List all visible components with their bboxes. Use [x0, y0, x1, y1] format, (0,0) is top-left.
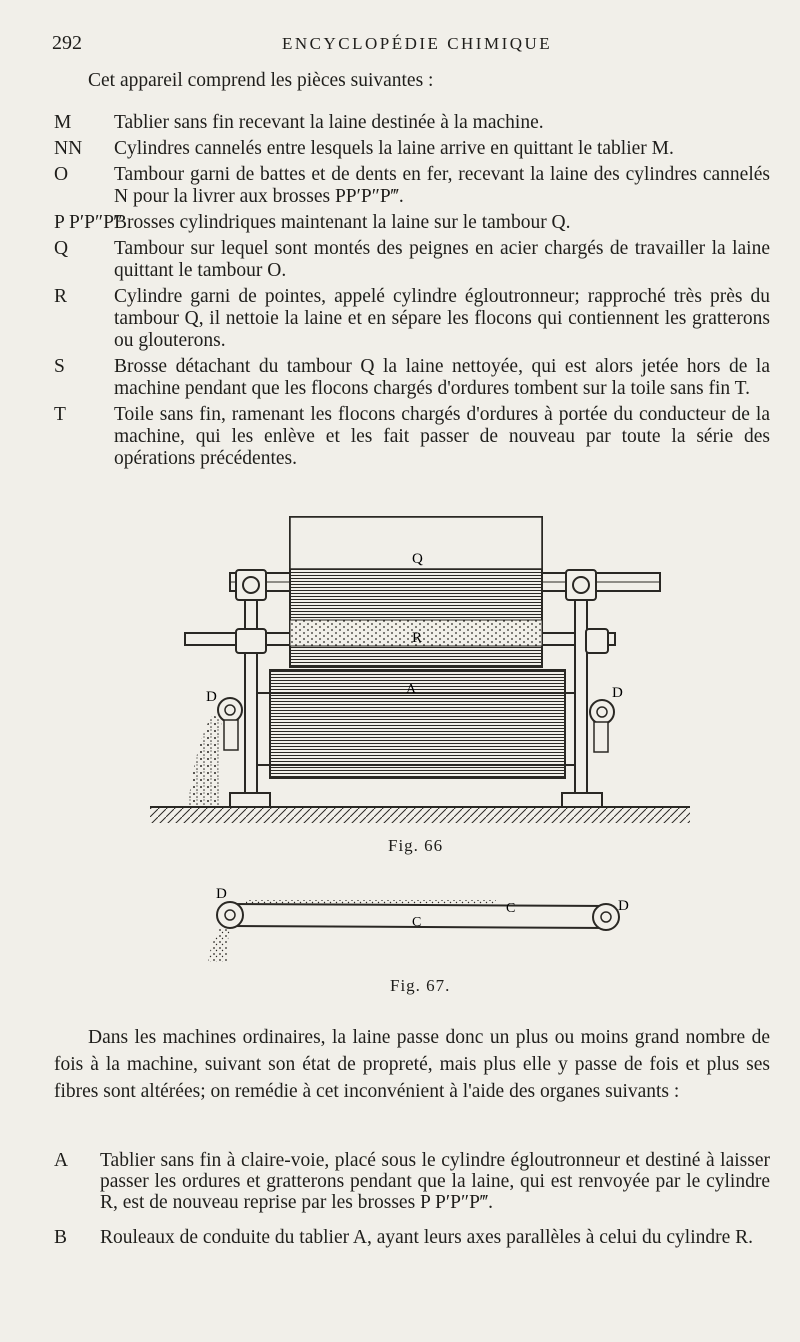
legend-text: Cylindres cannelés entre lesquels la laine arrive en quittant le tablier M.: [114, 138, 674, 159]
legend-text: Tambour garni de battes et de dents en fer, recevant la laine des cylindres cannelés N pour la livrer aux brosses PP′P″P‴.: [114, 164, 770, 207]
figure-66-caption: Fig. 66: [388, 836, 444, 855]
legend-text: Brosse détachant du tambour Q la laine nettoyée, qui est alors jetée hors de la machine pendant que les flocons chargés d'ordures tombent sur la toile sans fin T.: [114, 356, 770, 399]
legend-key: M: [54, 112, 72, 133]
label-d-left: D: [216, 886, 227, 902]
label-q: Q: [412, 551, 423, 567]
figure-66-machine-illustration: [150, 505, 690, 835]
legend-text: Tablier sans fin recevant la laine destinée à la machine.: [114, 112, 544, 133]
label-a: A: [406, 682, 417, 697]
legend-text: Cylindre garni de pointes, appelé cylindre égloutronneur; rapproché très près du tambour Q, il nettoie la laine et en sépare les flocons qui contiennent les gratterons ou glouterons.: [114, 286, 770, 351]
legend-key: NN: [54, 138, 83, 159]
label-d-right: D: [618, 898, 629, 914]
figure-67-belt-diagram: [200, 880, 640, 970]
legend-key: T: [54, 404, 66, 425]
page-number: 292: [52, 32, 82, 54]
figure-67-caption: Fig. 67.: [390, 976, 451, 995]
legend-item: [54, 286, 770, 352]
legend-item: [54, 404, 770, 470]
legend-item: [54, 356, 770, 400]
parts-legend: [54, 112, 770, 474]
legend-key: R: [54, 286, 68, 307]
legend-item: [54, 1150, 770, 1213]
legend-text: Toile sans fin, ramenant les flocons chargés d'ordures à portée du conducteur de la machine, qui les enlève et les fait passer de nouveau par toute la série des opérations précédentes.: [114, 404, 770, 469]
label-c-upper: C: [506, 901, 516, 916]
running-title: ENCYCLOPÉDIE CHIMIQUE: [282, 34, 553, 53]
legend-text: Rouleaux de conduite du tablier A, ayant leurs axes parallèles à celui du cylindre R.: [100, 1227, 754, 1248]
legend-key: Q: [54, 238, 69, 259]
legend-item: [54, 138, 770, 160]
legend-item: [54, 238, 770, 282]
legend-key: S: [54, 356, 65, 377]
legend-key: O: [54, 164, 69, 185]
label-d-left: D: [206, 689, 217, 705]
legend-item: [54, 212, 770, 234]
legend-text: Tablier sans fin à claire-voie, placé sous le cylindre égloutronneur et destiné à laisser passer les ordures et gratterons pendant que la laine, qui est renvoyée par le cylindre R, est de nouveau reprise par les brosses P P′P″P‴.: [100, 1150, 770, 1213]
legend-item: [54, 1227, 770, 1248]
legend-key: B: [54, 1227, 68, 1248]
legend-text: Brosses cylindriques maintenant la laine sur le tambour Q.: [114, 212, 571, 233]
body-paragraph: Dans les machines ordinaires, la laine passe donc un plus ou moins grand nombre de fois à la machine, suivant son état de propreté, mais plus elle y passe de fois et plus ses fibres sont altérées; on remédie à cet inconvénient à l'aide des organes suivants :: [54, 1027, 770, 1102]
legend-text: Tambour sur lequel sont montés des peignes en acier chargés de travailler la laine quittant le tambour O.: [114, 238, 770, 281]
intro-sentence: Cet appareil comprend les pièces suivantes :: [88, 70, 434, 91]
page-header: [52, 32, 770, 56]
label-d-right: D: [612, 685, 623, 701]
label-r: R: [412, 630, 423, 646]
label-c-lower: C: [412, 915, 422, 930]
legend-key: A: [54, 1150, 69, 1171]
legend-key: P P′P″P‴: [54, 212, 123, 233]
organs-legend: [54, 1150, 770, 1262]
legend-item: [54, 164, 770, 208]
legend-item: [54, 112, 770, 134]
